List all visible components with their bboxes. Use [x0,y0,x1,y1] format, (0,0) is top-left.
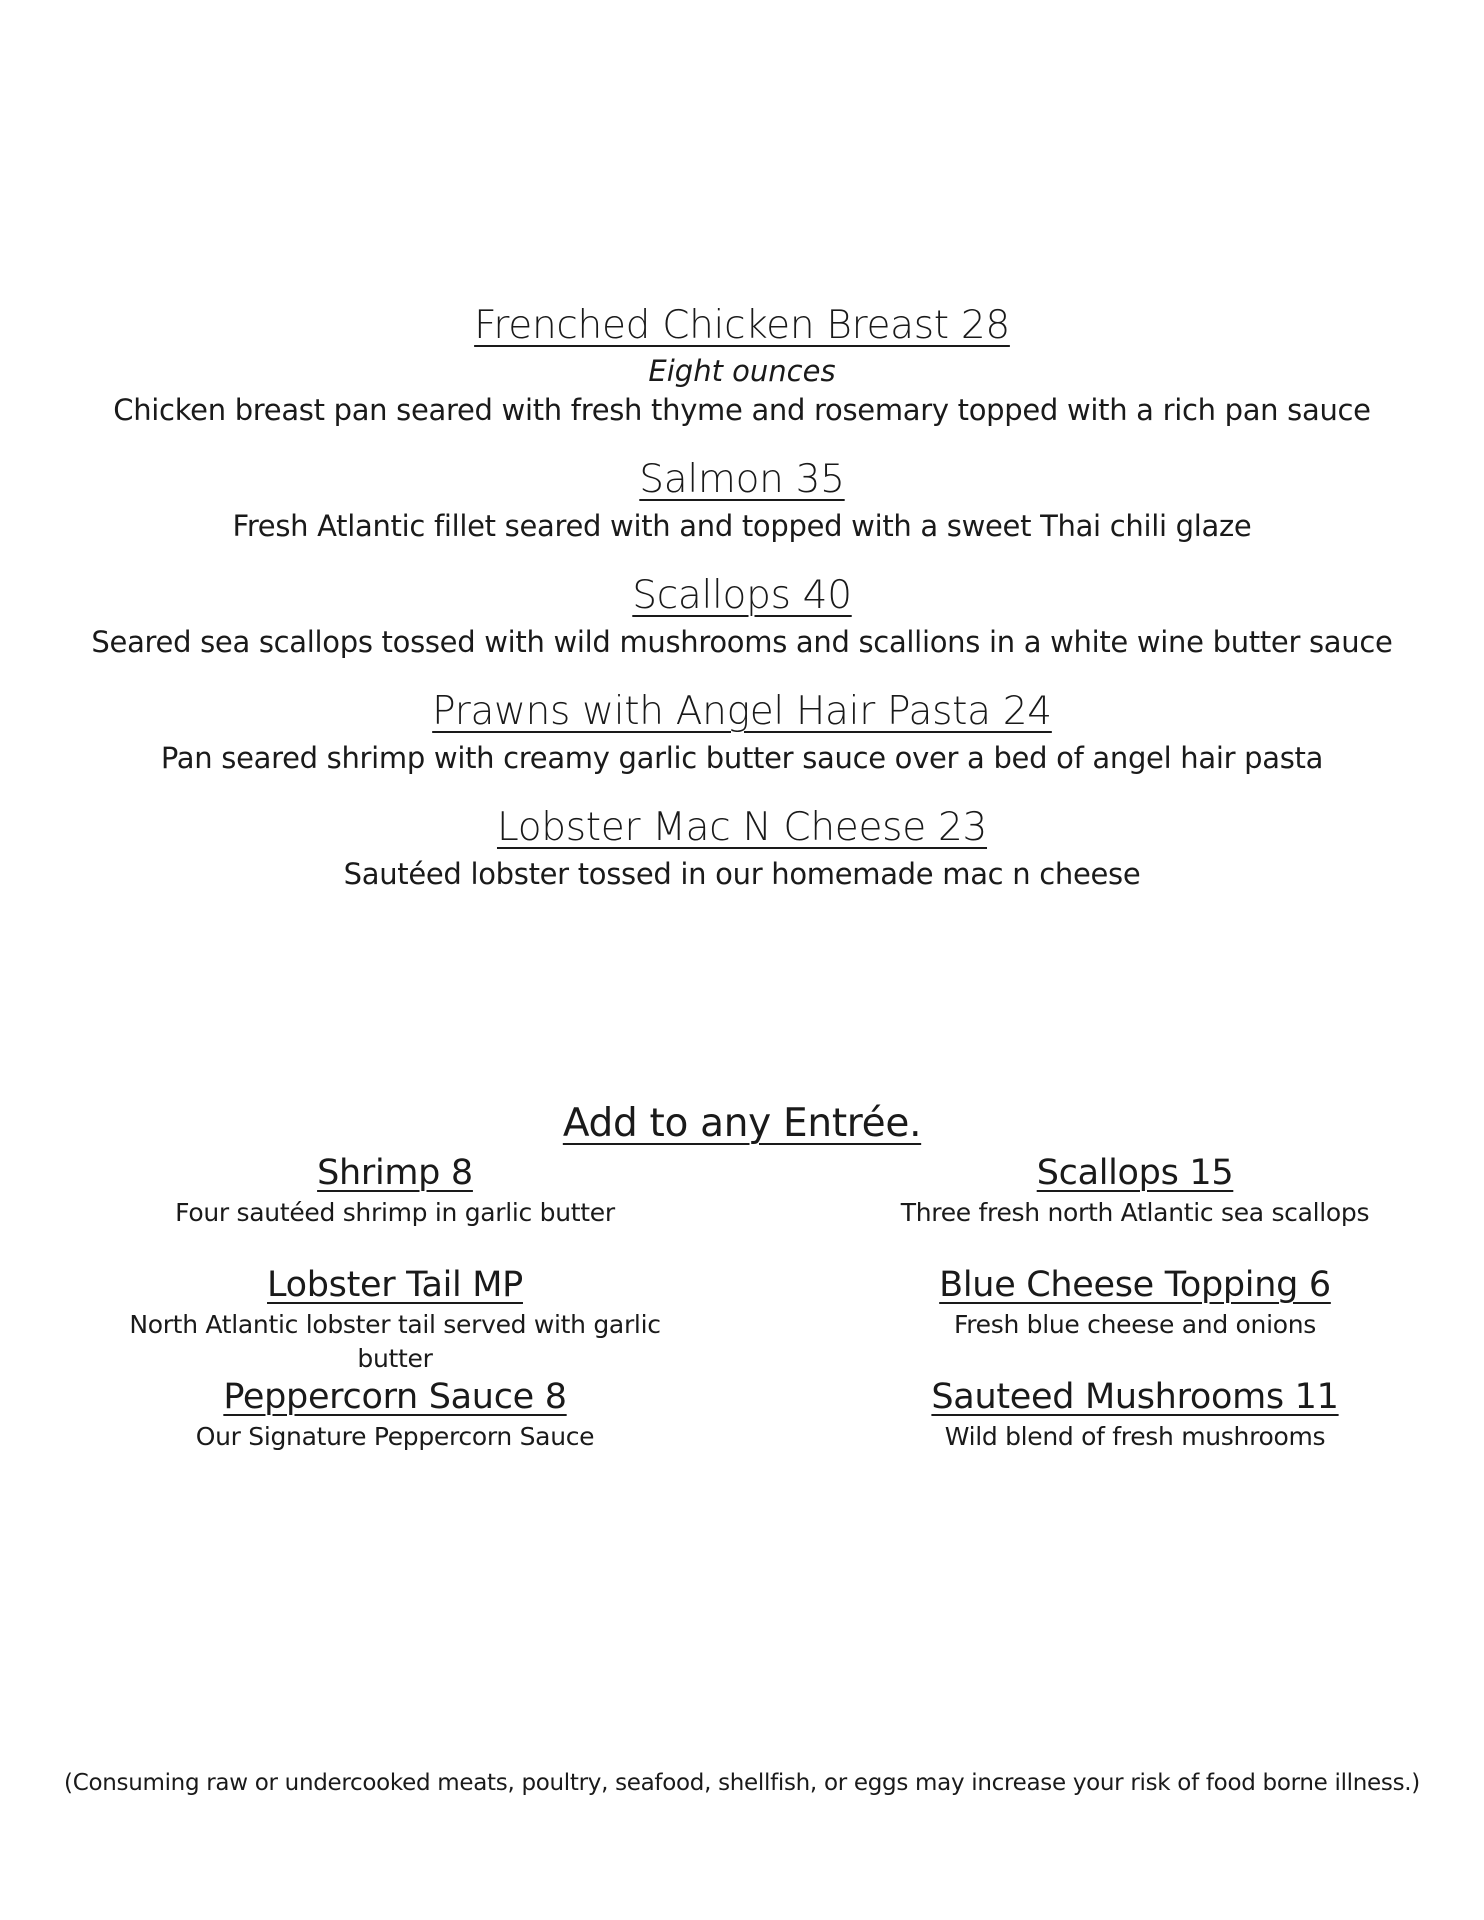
entree-title: Salmon 35 [639,457,845,502]
entrees-section [0,300,1484,918]
addon-item [830,1374,1440,1486]
addons-right-column [830,1150,1440,1486]
entree-item [0,802,1484,894]
addon-item [100,1374,690,1486]
addon-description: Fresh blue cheese and onions [953,1310,1316,1339]
addon-title: Peppercorn Sauce 8 [223,1377,567,1417]
entree-title: Scallops 40 [632,573,852,618]
entree-description: Sautéed lobster tossed in our homemade mac n cheese [343,857,1141,891]
addons-heading [0,1098,1484,1150]
entree-title: Lobster Mac N Cheese 23 [496,805,988,850]
entree-title: Frenched Chicken Breast 28 [474,303,1010,348]
addon-title: Shrimp 8 [317,1153,473,1193]
addon-title: Blue Cheese Topping 6 [939,1265,1331,1305]
addon-item [830,1262,1440,1374]
entree-item [0,454,1484,546]
entree-item [0,300,1484,430]
addon-description: Our Signature Peppercorn Sauce [195,1422,595,1451]
addon-item [100,1262,690,1374]
addon-description: Wild blend of fresh mushrooms [944,1422,1326,1451]
entree-description: Pan seared shrimp with creamy garlic butter sauce over a bed of angel hair pasta [160,741,1324,775]
addon-description: North Atlantic lobster tail served with garlic butter [129,1310,661,1373]
addon-description: Four sautéed shrimp in garlic butter [175,1198,615,1227]
entree-item [0,686,1484,778]
entree-description: Chicken breast pan seared with fresh thyme and rosemary topped with a rich pan sauce [113,393,1371,427]
addons-left-column [100,1150,690,1486]
addon-description: Three fresh north Atlantic sea scallops [900,1198,1370,1227]
entree-title: Prawns with Angel Hair Pasta 24 [432,689,1052,734]
entree-note: Eight ounces [648,354,836,388]
addon-item [100,1150,690,1262]
entree-item [0,570,1484,662]
addon-title: Lobster Tail MP [267,1265,523,1305]
entree-description: Seared sea scallops tossed with wild mushrooms and scallions in a white wine butter sauce [91,625,1393,659]
addon-item [830,1150,1440,1262]
addon-title: Sauteed Mushrooms 11 [931,1377,1339,1417]
addons-heading-text: Add to any Entrée. [562,1101,922,1146]
disclaimer: (Consuming raw or undercooked meats, poultry, seafood, shellfish, or eggs may increase your risk of food borne illness.) [64,1770,1420,1796]
addon-title: Scallops 15 [1036,1153,1234,1193]
entree-description: Fresh Atlantic fillet seared with and topped with a sweet Thai chili glaze [232,509,1252,543]
